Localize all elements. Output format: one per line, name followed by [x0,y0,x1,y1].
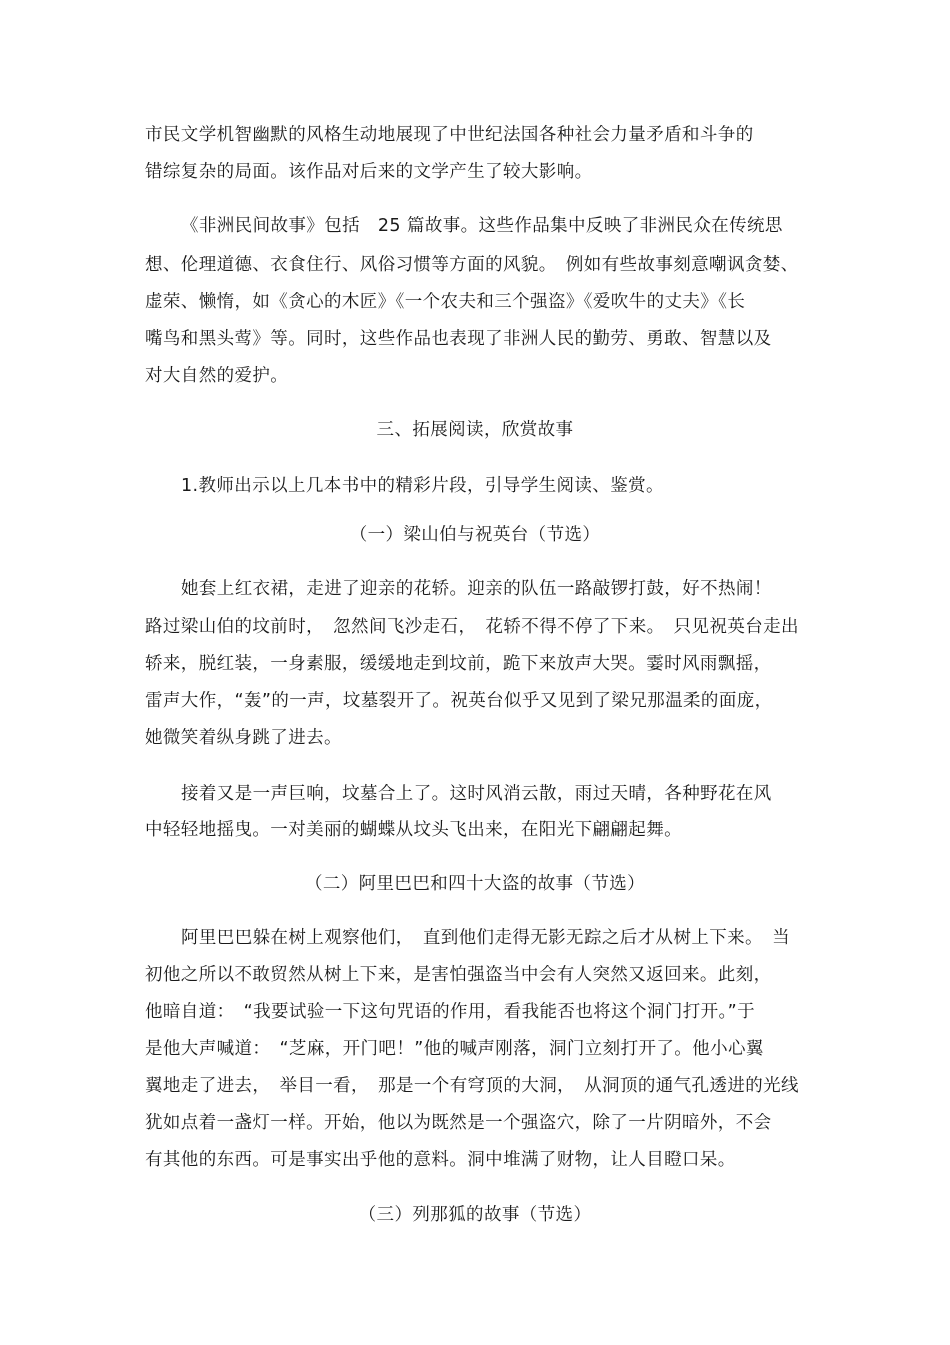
subsection-title: （一）梁山伯与祝英台（节选） [349,525,601,545]
text-line: 想、伦理道德、衣食住行、风俗习惯等方面的风貌。 例如有些故事刻意嘲讽贪婪、 [145,255,799,275]
text-line: 是他大声喊道： “芝麻，开门吧！”他的喊声刚落，洞门立刻打开了。他小心翼 [145,1039,764,1059]
text-line: 他暗自道： “我要试验一下这句咒语的作用，看我能否也将这个洞门打开。”于 [145,1002,756,1022]
text-line: 虚荣、懒惰，如《贪心的木匠》《一个农夫和三个强盗》《爱吹牛的丈夫》《长 [145,292,746,312]
text-line: 错综复杂的局面。该作品对后来的文学产生了较大影响。 [145,162,593,182]
text-line: 路过梁山伯的坟前时， 忽然间飞沙走石， 花轿不得不停了下来。 只见祝英台走出 [145,617,799,637]
subsection-title: （三）列那狐的故事（节选） [358,1205,592,1225]
text-line: 对大自然的爱护。 [145,366,289,386]
paragraph-first-line: 《非洲民间故事》包括 25 篇故事。这些作品集中反映了非洲民众在传统思 [181,216,783,236]
paragraph-first-line: 她套上红衣裙，走进了迎亲的花轿。迎亲的队伍一路敲锣打鼓，好不热闹！ [181,579,772,599]
text-line: 犹如点着一盏灯一样。开始，他以为既然是一个强盗穴，除了一片阴暗外，不会 [145,1113,772,1133]
text-line: 有其他的东西。可是事实出乎他的意料。洞中堆满了财物，让人目瞪口呆。 [145,1150,736,1170]
text-line: 嘴鸟和黑头莺》等。同时，这些作品也表现了非洲人民的勤劳、勇敢、智慧以及 [145,329,772,349]
text-line: 雷声大作，“轰”的一声，坟墓裂开了。祝英台似乎又见到了梁兄那温柔的面庞， [145,691,773,711]
subsection-title: （二）阿里巴巴和四十大盗的故事（节选） [304,874,646,894]
paragraph-first-line: 阿里巴巴躲在树上观察他们， 直到他们走得无影无踪之后才从树上下来。 当 [181,928,790,948]
text-line: 市民文学机智幽默的风格生动地展现了中世纪法国各种社会力量矛盾和斗争的 [145,125,754,145]
text-line: 她微笑着纵身跳了进去。 [145,728,342,748]
text-line: 翼地走了进去， 举目一看， 那是一个有穹顶的大洞， 从洞顶的通气孔透进的光线 [145,1076,799,1096]
step-text: 1.教师出示以上几本书中的精彩片段，引导学生阅读、鉴赏。 [181,476,664,496]
text-line: 中轻轻地摇曳。一对美丽的蝴蝶从坟头飞出来，在阳光下翩翩起舞。 [145,820,682,840]
text-line: 初他之所以不敢贸然从树上下来，是害怕强盗当中会有人突然又返回来。此刻， [145,965,772,985]
text-line: 轿来，脱红装，一身素服，缓缓地走到坟前，跪下来放声大哭。霎时风雨飘摇， [145,654,772,674]
section-heading: 三、拓展阅读，欣赏故事 [376,420,574,440]
paragraph-first-line: 接着又是一声巨响，坟墓合上了。这时风消云散，雨过天晴，各种野花在风 [181,784,772,804]
